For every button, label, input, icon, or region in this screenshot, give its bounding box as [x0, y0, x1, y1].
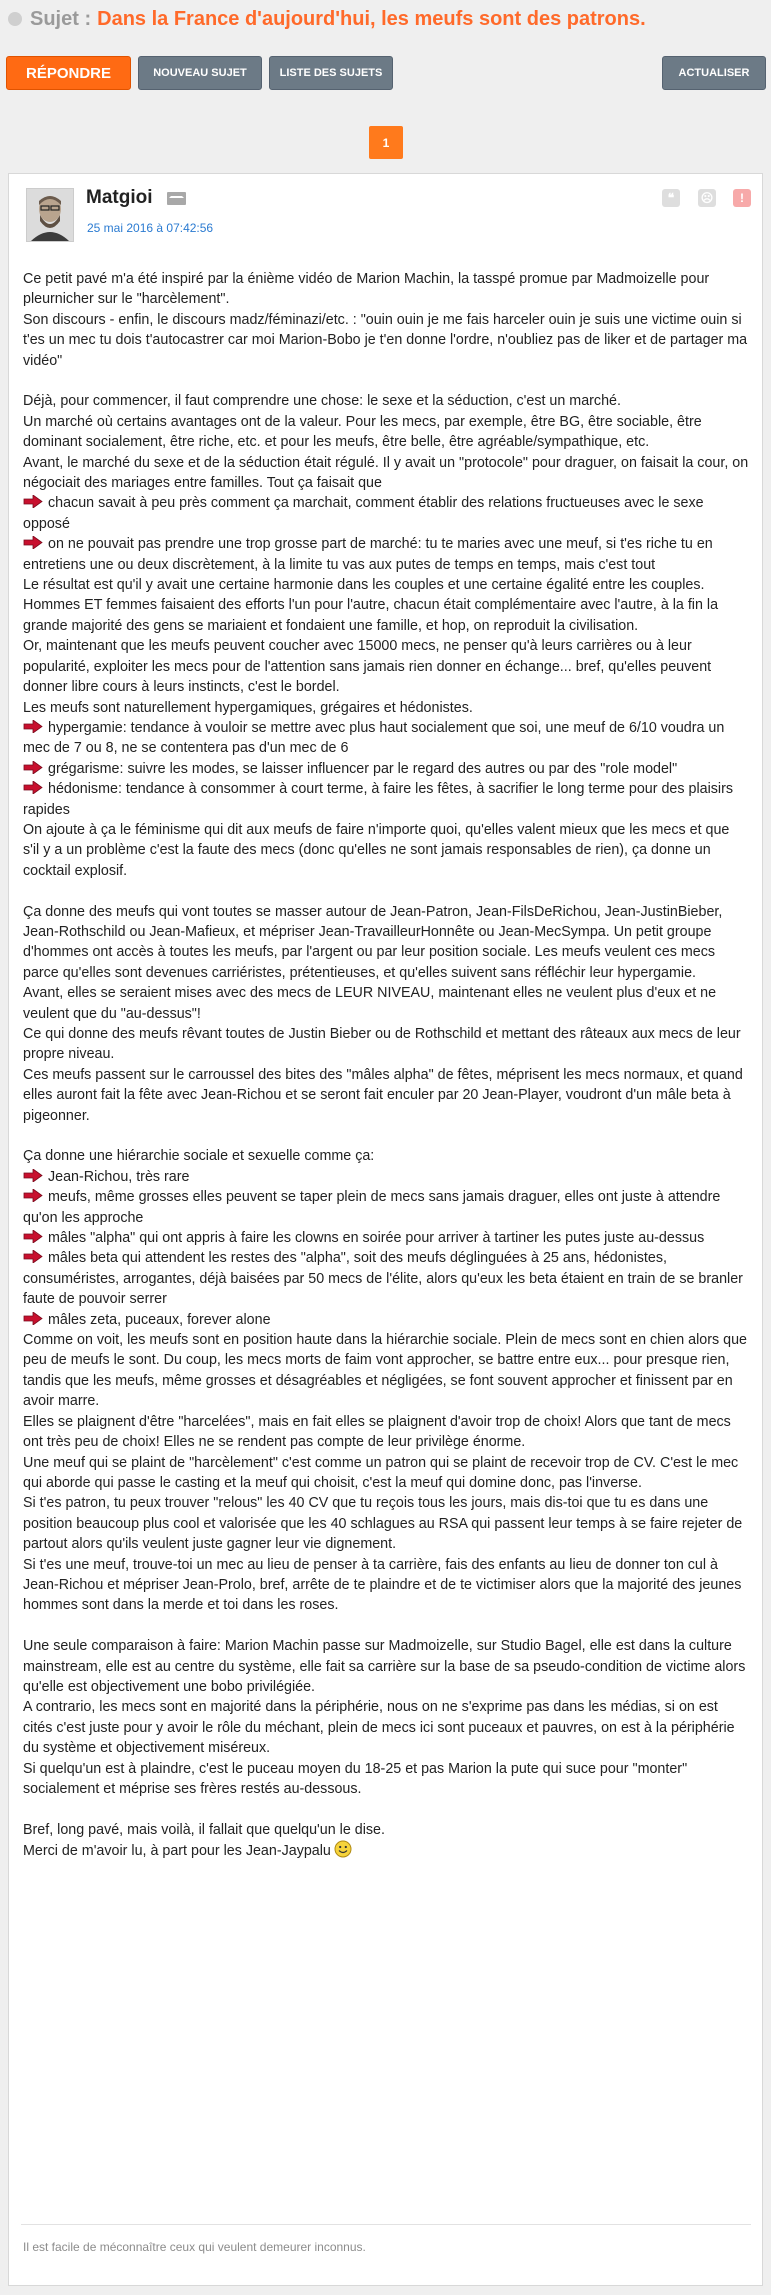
refresh-button[interactable]: ACTUALISER	[662, 56, 766, 90]
text-line	[23, 1697, 749, 1758]
bullet-line	[23, 1228, 749, 1248]
bullet-line	[23, 534, 749, 575]
signature: Il est facile de méconnaître ceux qui veulent demeurer inconnus.	[23, 2240, 366, 2254]
line-text: mâles "alpha" qui ont appris à faire les clowns en soirée pour arriver à tartiner les putes juste au-dessus	[48, 1230, 705, 1247]
line-text: Elles se plaignent d'être "harcelées", mais en fait elles se plaignent d'avoir trop de choix! Alors que tant de mecs ont très peu de choix! Elles ne se rendent pas compte de leur privilège énorme.	[23, 1413, 731, 1451]
text-line	[23, 1799, 749, 1819]
bullet-line	[23, 718, 749, 759]
text-line	[23, 453, 749, 494]
text-line	[23, 1024, 749, 1065]
line-text: Une seule comparaison à faire: Marion Machin passe sur Madmoizelle, sur Studio Bagel, elle est dans la culture mainstream, elle est au centre du système, elle fait sa carrière sur la base de sa pseudo-condition de victime alors qu'elle est objectivement une bobo privilégiée.	[23, 1638, 746, 1695]
line-text: Ce petit pavé m'a été inspiré par la énième vidéo de Marion Machin, la tasspé promue par Madmoizelle pour pleurnicher sur le "harcèlement".	[23, 271, 710, 308]
text-line	[23, 1759, 749, 1800]
text-line	[23, 1126, 749, 1146]
text-line	[23, 1636, 749, 1697]
bullet-line	[23, 1248, 749, 1309]
line-text: A contrario, les mecs sont en majorité dans la périphérie, nous on ne s'exprime pas dans les médias, si on est cités c'est juste pour y avoir le rôle du méchant, plein de mecs ici sont puceaux et pauvres, on est à la périphérie du système et objectivement miséreux.	[23, 1699, 735, 1757]
text-line	[23, 902, 749, 984]
line-text: Comme on voit, les meufs sont en position haute dans la hiérarchie sociale. Plein de mecs sont en chien alors que peu de meufs le sont. Du coup, les mecs morts de faim vont approcher, se battre entre eux... pour presque rien, tandis que les meufs, même grosses et désagréables et négligées, se font souvent approcher et finissent par en avoir marre.	[23, 1332, 747, 1410]
line-text: Un marché où certains avantages ont de la valeur. Pour les mecs, par exemple, être BG, être sociable, être dominant socialement, être riche, etc. et pour les meufs, être belle, être agréable/sympathique, etc.	[23, 413, 702, 451]
line-text: chacun savait à peu près comment ça marchait, comment établir des relations fructueuses avec le sexe opposé	[23, 495, 704, 532]
text-line	[23, 636, 749, 697]
line-text: Son discours - enfin, le discours madz/féminazi/etc. : "ouin ouin je me fais harceler ouin je suis une victime ouin si t'es un mec tu dois t'autocastrer car moi Marion-Bobo je t'en donne l'ordre, n'oubliez pas de liker et de partager ma vidéo"	[23, 311, 748, 369]
alert-icon[interactable]: !	[733, 189, 751, 207]
text-line	[23, 1453, 749, 1494]
page-1-button[interactable]: 1	[369, 126, 403, 159]
red-arrow-icon	[23, 781, 43, 794]
subject-label: Sujet :	[30, 7, 92, 30]
line-text: Une meuf qui se plaint de "harcèlement" c'est comme un patron qui se plaint de recevoir trop de CV. C'est le mec qui aborde qui passe le casting et la meuf qui choisit, c'est la meuf qui domine donc, pas l'inverse.	[23, 1454, 739, 1491]
text-line	[23, 1065, 749, 1126]
red-arrow-icon	[23, 495, 43, 508]
line-text: Ça donne une hiérarchie sociale et sexuelle comme ça:	[23, 1148, 375, 1165]
line-text: Avant, le marché du sexe et de la séduction était régulé. Il y avait un "protocole" pour draguer, on faisait la cour, on négociait des mariages entre familles. Tout ça faisait que	[23, 454, 749, 492]
line-text: grégarisme: suivre les modes, se laisser influencer par le regard des autres ou par des "role model"	[48, 760, 678, 777]
line-text: Or, maintenant que les meufs peuvent coucher avec 15000 mecs, ne penser qu'à leurs carrières ou à leur popularité, exploiter les mecs pour de l'attention sans jamais rien donner en échange... bref, qu'elles peuvent donner libre cours à leurs instincts, c'est le bordel.	[23, 638, 712, 696]
author-name[interactable]: Matgioi	[86, 187, 153, 208]
line-text: Déjà, pour commencer, il faut comprendre une chose: le sexe et la séduction, c'est un marché.	[23, 393, 621, 410]
line-text: Le résultat est qu'il y avait une certaine harmonie dans les couples et une certaine égalité entre les couples. Hommes ET femmes faisaient des efforts l'un pour l'autre, chacun était complémentaire avec l'autre, à la fin la grande majorité des gens se mariaient et fondaient une famille, et hop, on reproduit la civilisation.	[23, 577, 719, 634]
red-arrow-icon	[23, 761, 43, 774]
red-arrow-icon	[23, 720, 43, 733]
red-arrow-icon	[23, 1230, 43, 1243]
forum-post	[8, 173, 763, 2286]
line-text: Avant, elles se seraient mises avec des mecs de LEUR NIVEAU, maintenant elles ne veulent plus d'eux et ne veulent que du "au-dessus"!	[23, 985, 717, 1022]
signature-divider	[21, 2224, 751, 2225]
text-line	[23, 881, 749, 901]
text-line	[23, 1146, 749, 1166]
bullet-line	[23, 779, 749, 820]
post-body	[23, 269, 749, 1862]
topic-title: Dans la France d'aujourd'hui, les meufs sont des patrons.	[97, 7, 646, 30]
line-text: Bref, long pavé, mais voilà, il fallait que quelqu'un le dise.	[23, 1821, 385, 1838]
smiley-icon	[334, 1840, 352, 1858]
bullet-line	[23, 493, 749, 534]
new-subject-button[interactable]: NOUVEAU SUJET	[138, 56, 262, 90]
text-line	[23, 1555, 749, 1616]
text-line	[23, 1330, 749, 1412]
line-text: Si t'es patron, tu peux trouver "relous" les 40 CV que tu reçois tous les jours, mais dis-toi que tu es dans une position beaucoup plus cool et valorisée que les 40 schlagues au RSA qui passent leur temps à se faire rejeter de partout alors qu'ils veulent juste gagner leur vie dignement.	[23, 1495, 743, 1553]
line-text: Ce qui donne des meufs rêvant toutes de Justin Bieber ou de Rothschild et mettant des râteaux aux mecs de leur propre niveau.	[23, 1026, 741, 1063]
sad-icon[interactable]: ☹	[698, 189, 716, 207]
mail-icon[interactable]	[167, 192, 186, 205]
line-text: on ne pouvait pas prendre une trop grosse part de marché: tu te maries avec une meuf, si t'es riche tu en entretiens une ou deux discrètement, à la limite tu vas aux putes de temps en temps, mais c'est tout	[23, 536, 713, 573]
line-text: Jean-Richou, très rare	[48, 1168, 190, 1185]
red-arrow-icon	[23, 536, 43, 549]
text-line	[23, 698, 749, 718]
line-text: mâles beta qui attendent les restes des "alpha", soit des meufs déglinguées à 25 ans, hédonistes, consuméristes, arrogantes, déjà baisées par 50 mecs de l'élite, alors qu'eux les beta étaient en train de se branler faute de pouvoir serrer	[23, 1250, 743, 1308]
text-line	[23, 1412, 749, 1453]
line-text: hédonisme: tendance à consommer à court terme, à faire les fêtes, à sacrifier le long terme pour des plaisirs rapides	[23, 781, 733, 818]
text-line	[23, 1616, 749, 1636]
reply-button[interactable]: RÉPONDRE	[6, 56, 131, 90]
text-line	[23, 310, 749, 371]
text-line	[23, 412, 749, 453]
line-text: meufs, même grosses elles peuvent se taper plein de mecs sans jamais draguer, elles ont juste à attendre qu'on les approche	[23, 1189, 721, 1226]
text-line	[23, 371, 749, 391]
line-text: Les meufs sont naturellement hypergamiques, grégaires et hédonistes.	[23, 699, 473, 716]
text-line	[23, 269, 749, 310]
text-line	[23, 575, 749, 636]
bullet-line	[23, 1187, 749, 1228]
quote-icon[interactable]: ❝	[662, 189, 680, 207]
line-text: hypergamie: tendance à vouloir se mettre avec plus haut socialement que soi, une meuf de 6/10 voudra un mec de 7 ou 8, ne se contentera pas d'un mec de 6	[23, 719, 725, 757]
bullet-line	[23, 1167, 749, 1187]
line-text: Ça donne des meufs qui vont toutes se masser autour de Jean-Patron, Jean-FilsDeRichou, Jean-JustinBieber, Jean-Rothschild ou Jean-Mafieux, et mépriser Jean-TravailleurHonnête ou Jean-MecSympa. Un petit groupe d'hommes ont accès à toutes les meufs, par l'argent ou par leur position sociale. Les meufs veulent ces mecs parce qu'elles sont devenues carriéristes, prétentieuses, et qu'elles suivent sans réfléchir leur hypergamie.	[23, 903, 723, 981]
topic-header	[8, 4, 646, 34]
line-text: Ces meufs passent sur le carroussel des bites des "mâles alpha" de fêtes, méprisent les mecs normaux, et quand elles auront fait la fête avec Jean-Richou et se seront fait enculer par 20 Jean-Player, voudront d'un mâle beta à pigeonner.	[23, 1066, 743, 1124]
topic-toolbar	[6, 56, 767, 92]
line-text: Merci de m'avoir lu, à part pour les Jean-Jaypalu	[23, 1843, 331, 1860]
subject-list-button[interactable]: LISTE DES SUJETS	[269, 56, 393, 90]
red-arrow-icon	[23, 1312, 43, 1325]
red-arrow-icon	[23, 1250, 43, 1263]
bullet-line	[23, 1310, 749, 1330]
text-line	[23, 391, 749, 411]
text-line	[23, 1493, 749, 1554]
text-line	[23, 820, 749, 881]
red-arrow-icon	[23, 1169, 43, 1182]
text-line	[23, 983, 749, 1024]
line-text: mâles zeta, puceaux, forever alone	[48, 1311, 271, 1328]
text-line	[23, 1820, 749, 1840]
avatar-image-icon	[27, 189, 73, 241]
avatar[interactable]	[26, 188, 74, 242]
line-text: Si t'es une meuf, trouve-toi un mec au lieu de penser à ta carrière, fais des enfants au lieu de donner ton cul à Jean-Richou et mépriser Jean-Prolo, bref, arrête de te plaindre et de te victimiser alors que la majorité des jeunes hommes sont dans la merde et toi dans les roses.	[23, 1556, 742, 1614]
text-line	[23, 1840, 749, 1861]
red-arrow-icon	[23, 1189, 43, 1202]
line-text: Si quelqu'un est à plaindre, c'est le puceau moyen du 18-25 et pas Marion la pute qui suce pour "monter" socialement et méprise ses frères restés au-dessous.	[23, 1760, 688, 1797]
line-text: On ajoute à ça le féminisme qui dit aux meufs de faire n'importe quoi, qu'elles valent mieux que les mecs et que s'il y a un problème c'est la faute des mecs (donc qu'elles ne sont jamais responsables de rien), ça donne un cocktail explosif.	[23, 821, 730, 879]
topic-status-icon	[8, 12, 22, 26]
bullet-line	[23, 759, 749, 779]
post-date[interactable]: 25 mai 2016 à 07:42:56	[87, 221, 214, 235]
